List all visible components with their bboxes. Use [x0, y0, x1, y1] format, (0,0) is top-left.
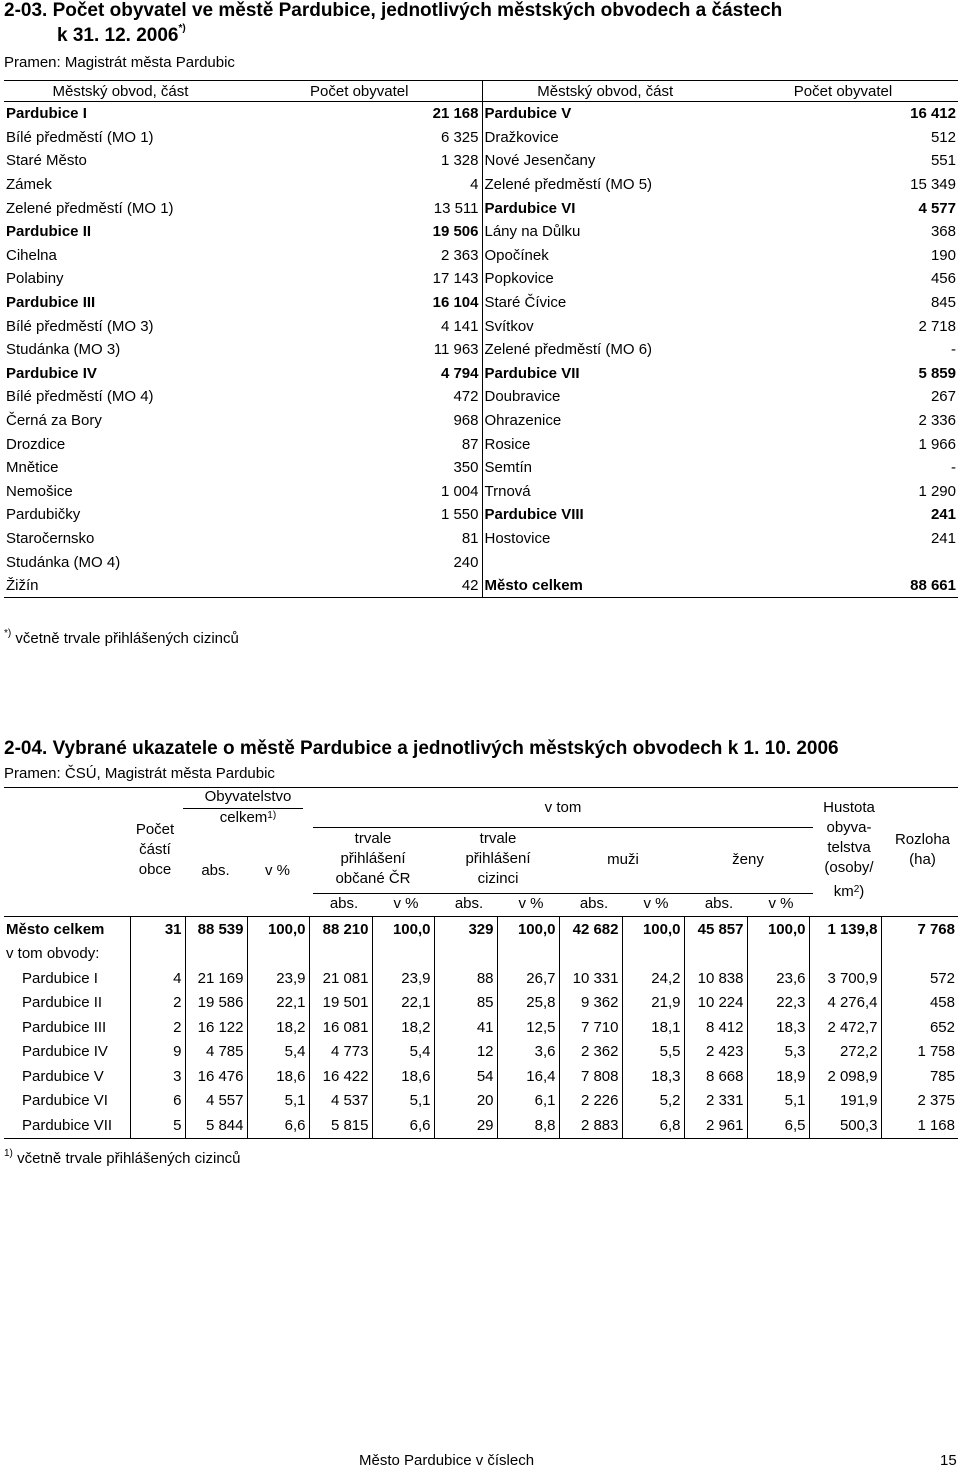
value-cell: 4 785: [185, 1040, 247, 1065]
value-cell: 100,0: [622, 917, 684, 942]
value-cell: 22,1: [247, 991, 309, 1016]
population-left: 240: [237, 550, 482, 574]
district-name-left: Mnětice: [6, 459, 59, 477]
value-cell: 7 808: [559, 1064, 622, 1089]
district-name-left: Bílé předměstí (MO 1): [6, 128, 154, 146]
value-cell: 54: [434, 1064, 497, 1089]
value-cell: 5,4: [372, 1040, 434, 1065]
header-pct-zeny: v %: [768, 895, 794, 912]
value-cell: 500,3: [809, 1113, 881, 1138]
value-cell: 18,2: [372, 1015, 434, 1040]
table2-body: [4, 917, 958, 1139]
value-cell: 5: [130, 1113, 185, 1138]
district-name-right: Zelené předměstí (MO 5): [484, 176, 653, 194]
population-left: 13 511: [237, 196, 482, 220]
value-cell: 1 168: [881, 1113, 958, 1138]
value-cell: [185, 942, 247, 967]
district-name-right: Opočínek: [484, 246, 549, 264]
value-cell: 100,0: [497, 917, 559, 942]
value-cell: 2: [130, 1015, 185, 1040]
district-name-right: Pardubice VIII: [484, 506, 584, 524]
district-name-right: Svítkov: [484, 317, 534, 335]
value-cell: 2 961: [684, 1113, 747, 1138]
value-cell: 23,9: [247, 966, 309, 991]
district-name-right: Doubravice: [484, 388, 561, 406]
table1-title-line2: k 31. 12. 2006*): [57, 23, 186, 46]
row-label: Město celkem: [4, 917, 130, 942]
header-muzi: muži: [607, 851, 639, 868]
district-name-left: Pardubičky: [6, 506, 81, 524]
value-cell: 7 768: [881, 917, 958, 942]
table-row: [4, 991, 958, 1016]
value-cell: 88 210: [309, 917, 372, 942]
district-name-right: Nové Jesenčany: [484, 152, 596, 170]
table-row: [4, 220, 958, 244]
district-name-right: Trnová: [484, 482, 531, 500]
value-cell: 2 423: [684, 1040, 747, 1065]
value-cell: 2 375: [917, 1092, 955, 1110]
value-cell: 6,1: [497, 1089, 559, 1114]
header-district-left: Městský obvod, část: [4, 81, 237, 102]
value-cell: 16,4: [497, 1064, 559, 1089]
value-cell: 31: [130, 917, 185, 942]
population-left: 4 794: [237, 362, 482, 386]
population-left: 4 141: [237, 314, 482, 338]
value-cell: 18,6: [247, 1064, 309, 1089]
header-zeny: ženy: [732, 851, 764, 868]
value-cell: 88 539: [185, 917, 247, 942]
header-population-left: Počet obyvatel: [237, 81, 482, 102]
value-cell: 45 857: [684, 917, 747, 942]
value-cell: 4 773: [309, 1040, 372, 1065]
district-name-left: Černá za Bory: [6, 412, 102, 430]
district-name-right: Semtín: [484, 459, 533, 477]
district-name-right: Popkovice: [484, 270, 554, 288]
value-cell: 191,9: [809, 1089, 881, 1114]
header-abs-cr: abs.: [329, 895, 359, 912]
table2-title: 2-04. Vybrané ukazatele o městě Pardubice a jednotlivých městských obvodech k 1. 10. 2006: [4, 738, 839, 759]
population-table: [4, 80, 958, 598]
value-cell: 18,3: [747, 1015, 809, 1040]
population-right: 845: [930, 294, 956, 312]
population-left: 16 104: [237, 291, 482, 315]
population-left: 21 168: [237, 102, 482, 126]
district-name-right: Staré Čívice: [484, 294, 567, 312]
table-row: [4, 574, 958, 598]
value-cell: [809, 942, 881, 967]
population-right: 5 859: [918, 364, 956, 382]
value-cell: 5 815: [309, 1113, 372, 1138]
population-right: 4 577: [918, 199, 956, 217]
district-name-left: Zámek: [6, 176, 52, 194]
table-row: [4, 409, 958, 433]
value-cell: 24,2: [622, 966, 684, 991]
population-right: 512: [930, 128, 956, 146]
district-name-right: Město celkem: [482, 574, 728, 598]
district-name-right: Zelené předměstí (MO 6): [484, 341, 653, 359]
value-cell: [559, 942, 622, 967]
population-left: 2 363: [237, 244, 482, 268]
population-left: 19 506: [237, 220, 482, 244]
value-cell: 8 412: [684, 1015, 747, 1040]
value-cell: 18,1: [622, 1015, 684, 1040]
value-cell: 458: [929, 994, 955, 1012]
district-name-left: Drozdice: [6, 435, 66, 453]
value-cell: 4 557: [185, 1089, 247, 1114]
table-row: [4, 196, 958, 220]
population-right: 15 349: [910, 176, 956, 194]
value-cell: 18,2: [247, 1015, 309, 1040]
value-cell: 16 476: [185, 1064, 247, 1089]
population-left: 350: [237, 456, 482, 480]
table-row: [4, 244, 958, 268]
population-right: 16 412: [910, 105, 956, 123]
table-row: [4, 1064, 958, 1089]
value-cell: 5,4: [247, 1040, 309, 1065]
value-cell: 100,0: [247, 917, 309, 942]
population-right: 2 336: [918, 412, 956, 430]
district-name-left: Žižín: [4, 574, 237, 598]
population-left: 17 143: [237, 267, 482, 291]
value-cell: 4 276,4: [809, 991, 881, 1016]
district-name-left: Zelené předměstí (MO 1): [6, 199, 174, 217]
header-abs-zeny: abs.: [704, 895, 734, 912]
value-cell: 10 224: [684, 991, 747, 1016]
header-abs-muzi: abs.: [579, 895, 609, 912]
header-rozloha: Rozloha (ha): [894, 831, 951, 868]
value-cell: 5,5: [622, 1040, 684, 1065]
value-cell: 19 501: [309, 991, 372, 1016]
row-label: Pardubice VI: [4, 1089, 130, 1114]
population-right: 456: [930, 270, 956, 288]
table-row: [4, 314, 958, 338]
value-cell: 5,1: [747, 1089, 809, 1114]
value-cell: 16 122: [185, 1015, 247, 1040]
table-row: [4, 966, 958, 991]
population-left: 42: [237, 574, 482, 598]
population-right: 2 718: [918, 317, 956, 335]
population-right: 1 290: [918, 482, 956, 500]
value-cell: 23,6: [747, 966, 809, 991]
value-cell: 8,8: [497, 1113, 559, 1138]
district-name-right: Dražkovice: [484, 128, 559, 146]
value-cell: 1 139,8: [809, 917, 881, 942]
value-cell: 12,5: [497, 1015, 559, 1040]
district-name-left: Pardubice I: [6, 105, 87, 123]
table1-title-line1: 2-03. Počet obyvatel ve městě Pardubice, jednotlivých městských obvodech a částech: [4, 0, 783, 21]
value-cell: 9 362: [559, 991, 622, 1016]
population-left: 1 328: [237, 149, 482, 173]
population-right: [728, 550, 958, 574]
header-district-right: Městský obvod, část: [482, 81, 728, 102]
table2-footnote: $^{1)}$ včetně trvale přihlášených cizinců: [4, 1148, 241, 1167]
value-cell: 10 331: [559, 966, 622, 991]
value-cell: [309, 942, 372, 967]
district-name-left: Staročernsko: [6, 529, 95, 547]
value-cell: 3: [130, 1064, 185, 1089]
table-row: [4, 338, 958, 362]
value-cell: 22,3: [747, 991, 809, 1016]
row-label: Pardubice IV: [4, 1040, 130, 1065]
header-pct-muzi: v %: [643, 895, 669, 912]
header-abs-celkem: abs.: [201, 862, 230, 879]
value-cell: 10 838: [684, 966, 747, 991]
table-row: [4, 456, 958, 480]
value-cell: 6,6: [247, 1113, 309, 1138]
population-right: 267: [930, 388, 956, 406]
population-right: 88 661: [728, 574, 958, 598]
population-left: 87: [237, 432, 482, 456]
header-pct-celkem: v %: [264, 862, 290, 879]
district-name-left: Studánka (MO 4): [6, 553, 121, 571]
header-pocet: Počet částí obce: [135, 821, 175, 878]
header-top-rule: [4, 787, 958, 788]
value-cell: 9: [130, 1040, 185, 1065]
population-right: -: [951, 459, 956, 477]
value-cell: 4 537: [309, 1089, 372, 1114]
population-left: 1 550: [237, 503, 482, 527]
population-left: 1 004: [237, 480, 482, 504]
table-row: [4, 503, 958, 527]
value-cell: 25,8: [497, 991, 559, 1016]
value-cell: [434, 942, 497, 967]
value-cell: 100,0: [747, 917, 809, 942]
value-cell: 8 668: [684, 1064, 747, 1089]
value-cell: 2: [130, 991, 185, 1016]
value-cell: 12: [434, 1040, 497, 1065]
district-name-left: Nemošice: [6, 482, 73, 500]
table-row: [4, 942, 958, 967]
table-row: [4, 149, 958, 173]
value-cell: 329: [434, 917, 497, 942]
value-cell: [130, 942, 185, 967]
table-row: [4, 527, 958, 551]
header-population-right: Počet obyvatel: [728, 81, 958, 102]
value-cell: 2 472,7: [809, 1015, 881, 1040]
population-right: 241: [930, 506, 956, 524]
district-name-right: Rosice: [484, 435, 531, 453]
table1-source: Pramen: Magistrát města Pardubic: [4, 54, 235, 71]
population-right: 368: [930, 223, 956, 241]
value-cell: 6,8: [622, 1113, 684, 1138]
population-left: 472: [237, 385, 482, 409]
header-rule-vtom: [313, 827, 813, 828]
district-name-right: Pardubice VII: [484, 364, 580, 382]
table-row: [4, 173, 958, 197]
row-label: Pardubice I: [4, 966, 130, 991]
population-left: 81: [237, 527, 482, 551]
district-name-left: Pardubice II: [6, 223, 92, 241]
population-left: 4: [237, 173, 482, 197]
row-label: Pardubice V: [4, 1064, 130, 1089]
value-cell: 5,1: [247, 1089, 309, 1114]
district-name-right: Ohrazenice: [484, 412, 562, 430]
value-cell: 21 081: [309, 966, 372, 991]
value-cell: [747, 942, 809, 967]
district-name-left: Studánka (MO 3): [6, 341, 121, 359]
header-trvale-cr: trvale přihlášení občané ČR: [335, 830, 411, 887]
table-row: [4, 362, 958, 386]
value-cell: 2 331: [684, 1089, 747, 1114]
value-cell: 100,0: [372, 917, 434, 942]
value-cell: 20: [434, 1089, 497, 1114]
header-vtom: v tom: [544, 799, 582, 816]
value-cell: 5 844: [185, 1113, 247, 1138]
value-cell: 4: [130, 966, 185, 991]
table-row: [4, 1113, 958, 1138]
header-hustota: Hustota obyva- telstva (osoby/ $km^2$): [823, 799, 875, 900]
value-cell: 5,1: [372, 1089, 434, 1114]
value-cell: 272,2: [809, 1040, 881, 1065]
table1-footnote: *) včetně trvale přihlášených cizinců: [4, 628, 239, 647]
value-cell: 1 758: [917, 1043, 955, 1061]
value-cell: 6,5: [747, 1113, 809, 1138]
value-cell: 652: [929, 1018, 955, 1036]
district-name-right: Hostovice: [484, 529, 551, 547]
page-number: 15: [940, 1452, 957, 1469]
district-name-left: Bílé předměstí (MO 4): [6, 388, 154, 406]
table-row: [4, 1089, 958, 1114]
district-name-left: Pardubice IV: [6, 364, 97, 382]
value-cell: 7 710: [559, 1015, 622, 1040]
table-row: [4, 432, 958, 456]
row-label: v tom obvody:: [4, 942, 130, 967]
value-cell: 2 226: [559, 1089, 622, 1114]
value-cell: 26,7: [497, 966, 559, 991]
value-cell: 41: [434, 1015, 497, 1040]
population-left: 11 963: [237, 338, 482, 362]
table-row: [4, 102, 958, 126]
value-cell: [684, 942, 747, 967]
value-cell: [622, 942, 684, 967]
value-cell: 16 422: [309, 1064, 372, 1089]
value-cell: 2 883: [559, 1113, 622, 1138]
population-left: 968: [237, 409, 482, 433]
value-cell: [247, 942, 309, 967]
population-right: -: [951, 341, 956, 359]
district-name-left: Bílé předměstí (MO 3): [6, 317, 154, 335]
indicators-table: [4, 916, 958, 1139]
header-pct-cr: v %: [393, 895, 419, 912]
population-right: 551: [930, 152, 956, 170]
value-cell: 3,6: [497, 1040, 559, 1065]
value-cell: 572: [929, 969, 955, 987]
district-name-right: Lány na Důlku: [484, 223, 581, 241]
value-cell: [497, 942, 559, 967]
district-name-left: Pardubice III: [6, 294, 96, 312]
table-row: [4, 480, 958, 504]
value-cell: 3 700,9: [809, 966, 881, 991]
value-cell: 21,9: [622, 991, 684, 1016]
value-cell: 6: [130, 1089, 185, 1114]
value-cell: 19 586: [185, 991, 247, 1016]
value-cell: 18,3: [622, 1064, 684, 1089]
value-cell: 21 169: [185, 966, 247, 991]
value-cell: 18,6: [372, 1064, 434, 1089]
district-name-right: Pardubice V: [484, 105, 572, 123]
population-right: 190: [930, 246, 956, 264]
table-row: [4, 1040, 958, 1065]
value-cell: 18,9: [747, 1064, 809, 1089]
row-label: Pardubice II: [4, 991, 130, 1016]
footer-caption: Město Pardubice v číslech: [359, 1452, 535, 1469]
table-row: [4, 917, 958, 942]
table-row: [4, 291, 958, 315]
value-cell: 23,9: [372, 966, 434, 991]
district-name-left: Cihelna: [6, 246, 57, 264]
value-cell: 22,1: [372, 991, 434, 1016]
district-name-right: [482, 550, 728, 574]
header-pct-ciz: v %: [518, 895, 544, 912]
value-cell: 88: [434, 966, 497, 991]
row-label: Pardubice VII: [4, 1113, 130, 1138]
value-cell: [372, 942, 434, 967]
table1-body: [4, 102, 958, 598]
population-left: 6 325: [237, 126, 482, 150]
value-cell: 785: [929, 1067, 955, 1085]
value-cell: 5,2: [622, 1089, 684, 1114]
table-row: [4, 385, 958, 409]
table-row: [4, 126, 958, 150]
header-celkem: celkem$^{1)}$: [219, 809, 277, 826]
value-cell: 6,6: [372, 1113, 434, 1138]
header-abs-ciz: abs.: [454, 895, 484, 912]
value-cell: 5,3: [747, 1040, 809, 1065]
table1-header-row: [4, 81, 958, 102]
table-row: [4, 1015, 958, 1040]
row-label: Pardubice III: [4, 1015, 130, 1040]
value-cell: 2 362: [559, 1040, 622, 1065]
district-name-right: Pardubice VI: [484, 199, 576, 217]
table-row: [4, 550, 958, 574]
value-cell: 29: [434, 1113, 497, 1138]
header-obyvatelstvo: Obyvatelstvo: [204, 788, 292, 805]
header-trvale-cizinci: trvale přihlášení cizinci: [465, 830, 531, 887]
table2-source: Pramen: ČSÚ, Magistrát města Pardubic: [4, 765, 275, 782]
value-cell: 85: [434, 991, 497, 1016]
population-right: 1 966: [918, 435, 956, 453]
value-cell: [881, 942, 958, 967]
population-right: 241: [930, 529, 956, 547]
district-name-left: Polabiny: [6, 270, 64, 288]
district-name-left: Staré Město: [6, 152, 87, 170]
value-cell: 2 098,9: [809, 1064, 881, 1089]
value-cell: 42 682: [559, 917, 622, 942]
table-row: [4, 267, 958, 291]
value-cell: 16 081: [309, 1015, 372, 1040]
